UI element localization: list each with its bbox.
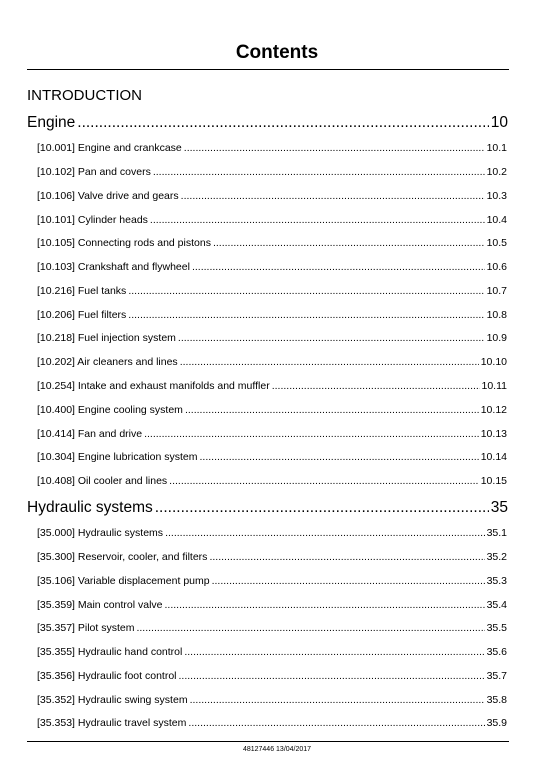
section-heading: INTRODUCTION [27, 87, 142, 104]
toc-entry[interactable] [37, 526, 507, 540]
dot-leader [144, 427, 479, 441]
entry-label: [35.355] Hydraulic hand control [37, 646, 183, 658]
chapter-title: Engine [27, 114, 76, 131]
entry-page: 35.6 [486, 646, 507, 658]
toc-entry[interactable] [37, 474, 507, 488]
dot-leader [128, 284, 484, 298]
entry-page: 10.4 [486, 214, 507, 226]
dot-leader [155, 499, 489, 517]
dot-leader [180, 355, 479, 369]
entry-page: 35.4 [486, 599, 507, 611]
dot-leader [213, 236, 485, 250]
dot-leader [77, 114, 488, 132]
toc-entry[interactable] [37, 236, 507, 250]
entry-page: 10.15 [480, 475, 507, 487]
entry-page: 10.7 [486, 285, 507, 297]
dot-leader [165, 598, 485, 612]
entry-label: [10.102] Pan and covers [37, 166, 151, 178]
entry-page: 10.12 [480, 404, 507, 416]
page-title: Contents [235, 42, 319, 63]
entry-page: 10.14 [480, 451, 507, 463]
entry-page: 10.2 [486, 166, 507, 178]
entry-label: [10.414] Fan and drive [37, 428, 143, 440]
dot-leader [209, 550, 484, 564]
dot-leader [272, 379, 480, 393]
toc-entry[interactable] [37, 645, 507, 659]
dot-leader [178, 331, 485, 345]
entry-label: [35.359] Main control valve [37, 599, 163, 611]
toc-entry[interactable] [37, 284, 507, 298]
entry-page: 10.11 [481, 380, 507, 392]
entry-page: 35.7 [486, 670, 507, 682]
entry-page: 10.5 [486, 237, 507, 249]
dot-leader [190, 693, 485, 707]
entry-label: [10.001] Engine and crankcase [37, 142, 182, 154]
dot-leader [153, 165, 485, 179]
dot-leader [212, 574, 485, 588]
toc-entry[interactable] [37, 403, 507, 417]
toc-entry[interactable] [37, 669, 507, 683]
dot-leader [179, 669, 485, 683]
toc-entry[interactable] [37, 574, 507, 588]
entry-label: [35.300] Reservoir, cooler, and filters [37, 551, 208, 563]
entry-label: [10.304] Engine lubrication system [37, 451, 198, 463]
dot-leader [188, 716, 484, 730]
entry-label: [35.106] Variable displacement pump [37, 575, 210, 587]
dot-leader [184, 141, 485, 155]
toc-entry[interactable] [37, 308, 507, 322]
entry-label: [10.206] Fuel filters [37, 309, 127, 321]
entry-label: [10.202] Air cleaners and lines [37, 356, 178, 368]
toc-entry[interactable] [37, 598, 507, 612]
chapter-page: 10 [490, 114, 508, 131]
toc-entry[interactable] [37, 427, 507, 441]
toc-entry[interactable] [37, 693, 507, 707]
dot-leader [192, 260, 485, 274]
dot-leader [184, 645, 484, 659]
entry-label: [10.103] Crankshaft and flywheel [37, 261, 190, 273]
dot-leader [165, 526, 485, 540]
page-footer: 48127446 13/04/2017 [242, 746, 312, 753]
dot-leader [169, 474, 479, 488]
toc-entry[interactable] [37, 189, 507, 203]
entry-label: [35.356] Hydraulic foot control [37, 670, 177, 682]
entry-page: 35.5 [486, 622, 507, 634]
toc-chapter-engine[interactable] [27, 114, 508, 132]
dot-leader [200, 450, 479, 464]
entry-page: 35.8 [486, 694, 507, 706]
entry-page: 10.1 [486, 142, 507, 154]
entry-label: [10.101] Cylinder heads [37, 214, 148, 226]
entry-label: [10.218] Fuel injection system [37, 332, 176, 344]
entry-page: 35.1 [486, 527, 507, 539]
toc-entry[interactable] [37, 331, 507, 345]
toc-entry[interactable] [37, 213, 507, 227]
entry-page: 10.8 [486, 309, 507, 321]
dot-leader [181, 189, 485, 203]
entry-label: [35.357] Pilot system [37, 622, 135, 634]
entry-label: [10.105] Connecting rods and pistons [37, 237, 211, 249]
entry-page: 10.6 [486, 261, 507, 273]
entry-label: [10.106] Valve drive and gears [37, 190, 179, 202]
toc-entry[interactable] [37, 260, 507, 274]
dot-leader [150, 213, 485, 227]
toc-entry[interactable] [37, 450, 507, 464]
dot-leader [136, 621, 484, 635]
dot-leader [185, 403, 479, 417]
entry-page: 10.13 [480, 428, 507, 440]
entry-label: [10.216] Fuel tanks [37, 285, 127, 297]
chapter-page: 35 [490, 499, 508, 516]
entry-page: 35.2 [486, 551, 507, 563]
entry-page: 35.9 [486, 717, 507, 729]
entry-label: [10.408] Oil cooler and lines [37, 475, 168, 487]
footer-rule [27, 741, 509, 742]
toc-chapter-hydraulic-systems[interactable] [27, 499, 508, 517]
entry-label: [10.400] Engine cooling system [37, 404, 183, 416]
toc-entry[interactable] [37, 621, 507, 635]
entry-page: 10.9 [486, 332, 507, 344]
toc-entry[interactable] [37, 379, 507, 393]
entry-label: [10.254] Intake and exhaust manifolds and muffler [37, 380, 270, 392]
entry-label: [35.353] Hydraulic travel system [37, 717, 187, 729]
toc-entry[interactable] [37, 716, 507, 730]
entry-page: 35.3 [486, 575, 507, 587]
toc-entry[interactable] [37, 550, 507, 564]
dot-leader [128, 308, 484, 322]
toc-entry[interactable] [37, 141, 507, 155]
entry-label: [35.000] Hydraulic systems [37, 527, 164, 539]
chapter-title: Hydraulic systems [27, 499, 153, 516]
toc-entry[interactable] [37, 355, 507, 369]
title-rule [27, 69, 509, 70]
entry-page: 10.3 [486, 190, 507, 202]
toc-entry[interactable] [37, 165, 507, 179]
entry-page: 10.10 [480, 356, 507, 368]
entry-label: [35.352] Hydraulic swing system [37, 694, 188, 706]
